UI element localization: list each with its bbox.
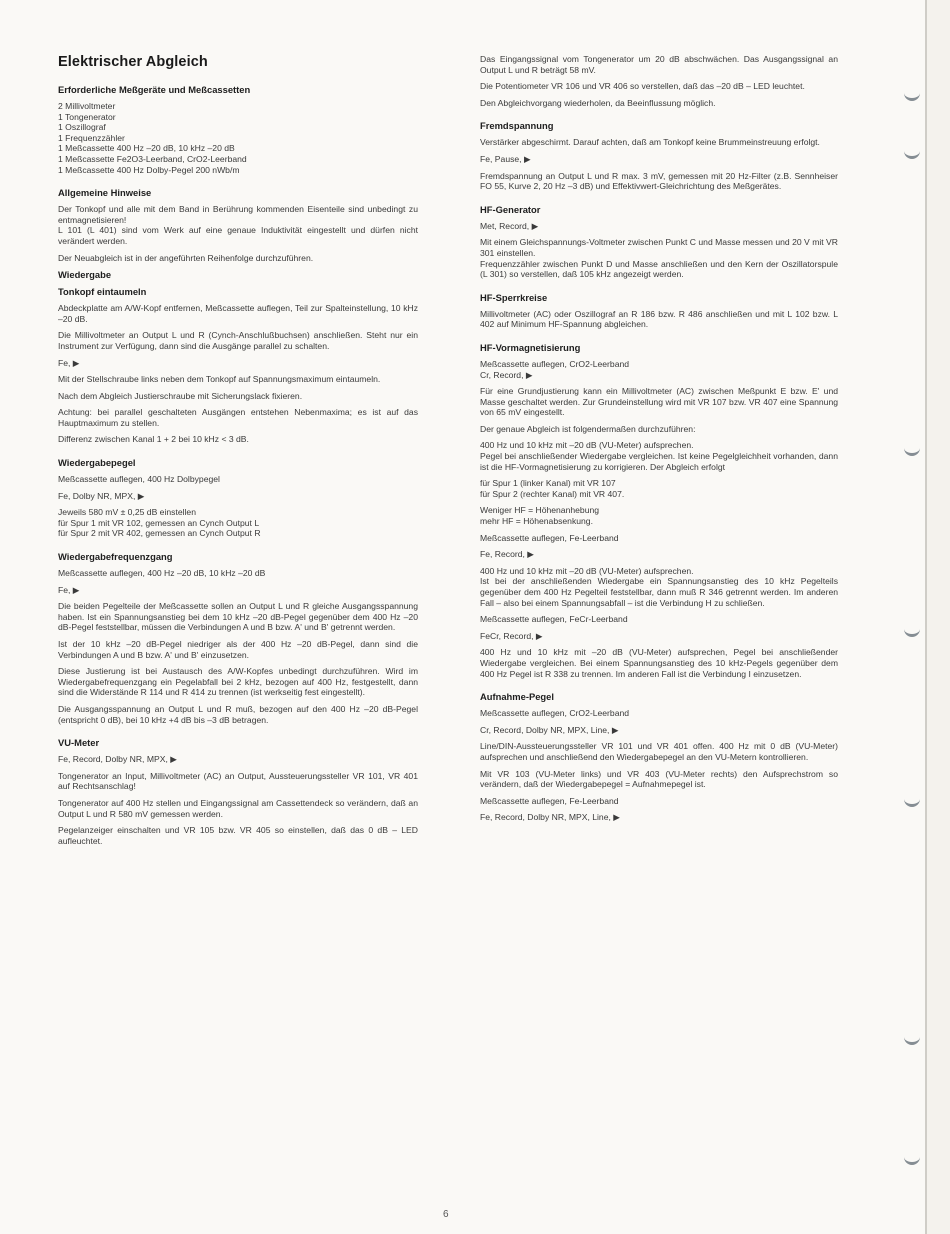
left-column (58, 54, 418, 852)
paragraph: Verstärker abgeschirmt. Darauf achten, daß am Tonkopf keine Brummeinstreuung erfolgt. (480, 137, 820, 148)
paragraph: Fe, ▶ (58, 584, 80, 595)
paragraph: Mit einem Gleichspannungs-Voltmeter zwischen Punkt C und Masse messen und 20 V mit VR 301 einstellen. Frequenzzähler zwischen Punkt D und Masse anschließen und den Kern der Oszillatorspule (L 301) so verstellen, daß 105 kHz angezeigt werden. (480, 237, 838, 280)
paragraph: für Spur 1 (linker Kanal) mit VR 107 für Spur 2 (rechter Kanal) mit VR 407. (480, 478, 625, 499)
paragraph: Fe, Record, Dolby NR, MPX, ▶ (58, 754, 177, 765)
section-heading: Wiedergabe (58, 269, 112, 281)
paragraph: Das Eingangssignal vom Tongenerator um 20 dB abschwächen. Das Ausgangssignal an Output L und R beträgt 58 mV. (480, 54, 838, 75)
right-column (480, 54, 838, 829)
paragraph: Meßcassette auflegen, CrO2-Leerband Cr, Record, ▶ (480, 358, 630, 380)
paragraph: Line/DIN-Aussteuerungssteller VR 101 und VR 401 offen. 400 Hz mit 0 dB (VU-Meter) aufsprechen und anschließend den Wiedergabepegel an den VU-Metern kontrollieren. (480, 741, 838, 762)
section-heading: Allgemeine Hinweise (58, 187, 152, 199)
paragraph: Pegelanzeiger einschalten und VR 105 bzw. VR 405 so einstellen, daß das 0 dB – LED aufleuchtet. (58, 825, 418, 846)
paragraph: Für eine Grundjustierung kann ein Millivoltmeter (AC) zwischen Meßpunkt E bzw. E' und Masse geschaltet werden. Zur Grundeinstellung wird mit VR 107 bzw. VR 407 eine Spannung von 65 mV eingestellt. (480, 386, 838, 418)
section-heading: Wiedergabepegel (58, 457, 136, 469)
paragraph: Den Abgleichvorgang wiederholen, da Beeinflussung möglich. (480, 97, 716, 108)
section-heading: HF-Vormagnetisierung (480, 341, 581, 353)
section-heading: Aufnahme-Pegel (480, 691, 554, 703)
paragraph: Fe, Record, Dolby NR, MPX, Line, ▶ (480, 812, 620, 823)
paragraph: Tongenerator an Input, Millivoltmeter (AC) an Output, Aussteuerungssteller VR 101, VR 401 auf Rechtsanschlag! (58, 770, 418, 792)
paragraph: 400 Hz und 10 kHz mit –20 dB (VU-Meter) aufsprechen. Pegel bei anschließender Wiedergabe vergleichen. Ist keine Pegelgleichheit vorhanden, dann ist die HF-Vormagnetisierung zu korrigieren. Der Abgleich erfolgt (480, 440, 838, 472)
paragraph: Fe, Record, ▶ (480, 549, 534, 560)
section-heading: Erforderliche Meßgeräte und Meßcassetten (58, 84, 251, 95)
paragraph: Meßcassette auflegen, 400 Hz –20 dB, 10 kHz –20 dB (58, 568, 266, 579)
section-heading: HF-Generator (480, 203, 541, 215)
paragraph: Abdeckplatte am A/W-Kopf entfernen, Meßcassette auflegen, Teil zur Spalteinstellung, 10 kHz –20 dB. (58, 303, 418, 324)
section-heading: HF-Sperrkreise (480, 291, 548, 303)
paragraph: Der genaue Abgleich ist folgendermaßen durchzuführen: (480, 423, 696, 434)
paragraph: Der Tonkopf und alle mit dem Band in Berührung kommenden Eisenteile sind unbedingt zu entmagnetisieren! L 101 (L 401) sind vom Werk auf eine genaue Induktivität eingestellt und dürfen nicht verändert werden. (58, 204, 418, 246)
paragraph: Cr, Record, Dolby NR, MPX, Line, ▶ (480, 724, 619, 735)
paragraph: Die Millivoltmeter an Output L und R (Cynch-Anschlußbuchsen) anschließen. Steht nur ein Instrument zur Verfügung, dann sind die Ausgänge parallel zu schalten. (58, 330, 418, 351)
section-heading: Fremdspannung (480, 120, 554, 132)
paragraph: Fe, Pause, ▶ (480, 153, 531, 164)
section-heading: Wiedergabefrequenzgang (58, 551, 173, 563)
paragraph: Die Potentiometer VR 106 und VR 406 so verstellen, daß das –20 dB – LED leuchtet. (480, 81, 805, 92)
paragraph: Der Neuabgleich ist in der angeführten Reihenfolge durchzuführen. (58, 252, 314, 263)
paragraph: Fe, Dolby NR, MPX, ▶ (58, 490, 145, 501)
paragraph: Nach dem Abgleich Justierschraube mit Sicherungslack fixieren. (58, 390, 303, 401)
paragraph: Tongenerator auf 400 Hz stellen und Eingangssignal am Cassettendeck so verändern, daß an Output L und R 580 mV gemessen werden. (58, 797, 418, 819)
paragraph: Die Ausgangsspannung an Output L und R muß, bezogen auf den 400 Hz –20 dB-Pegel (entspricht 0 dB), bei 10 kHz +4 dB bis –3 dB betragen. (58, 703, 418, 725)
paragraph: Fremdspannung an Output L und R max. 3 mV, gemessen mit 20 Hz-Filter (z.B. Sennheiser FO 55, Kurve 2, 20 Hz –3 dB) und Effektivwert-Gleichrichtung des Meßgerätes. (480, 170, 838, 192)
paragraph: Meßcassette auflegen, CrO2-Leerband (480, 708, 630, 719)
paragraph: Met, Record, ▶ (480, 220, 539, 231)
page-title: Elektrischer Abgleich (58, 54, 208, 70)
paragraph: Achtung: bei parallel geschalteten Ausgängen entstehen Nebenmaxima; es ist auf das Hauptmaximum zu stellen. (58, 407, 418, 428)
paragraph: Millivoltmeter (AC) oder Oszillograf an R 186 bzw. R 486 anschließen und mit L 102 bzw. L 402 auf Minimum HF-Spannung abgleichen. (480, 308, 838, 330)
section-heading: Tonkopf eintaumeln (58, 286, 147, 298)
paragraph: Differenz zwischen Kanal 1 + 2 bei 10 kHz < 3 dB. (58, 434, 249, 445)
paragraph: Mit VR 103 (VU-Meter links) und VR 403 (VU-Meter rechts) den Aufsprechstrom so verändern, daß der Wiedergabepegel = Aufnahmepegel ist. (480, 768, 838, 790)
section-heading: VU-Meter (58, 737, 100, 749)
page-number: 6 (443, 1209, 449, 1220)
paragraph: Diese Justierung ist bei Austausch des A/W-Kopfes unbedingt durchzuführen. Wird im Wiedergabefrequenzgang ein Pegelabfall bei 2 kHz, bezogen auf 400 Hz, festgestellt, dann sind die Widerstände R 114 und R 414 zu trennen (ist werkseitig fest eingestellt). (58, 666, 418, 698)
paragraph: Meßcassette auflegen, Fe-Leerband (480, 532, 619, 543)
paragraph: Fe, ▶ (58, 357, 80, 368)
paragraph: Meßcassette auflegen, Fe-Leerband (480, 795, 619, 806)
paragraph: Weniger HF = Höhenanhebung mehr HF = Höhenabsenkung. (480, 505, 600, 527)
paragraph: 400 Hz und 10 kHz mit –20 dB (VU-Meter) aufsprechen, Pegel bei anschließender Wiedergabe vergleichen. Bei einem Spannungsanstieg des 10 kHz-Pegels gegenüber dem 400 Hz Pegel ist R 338 zu trennen. Im anderen Fall ist die Verbindung I einzusetzen. (480, 647, 838, 679)
paragraph: FeCr, Record, ▶ (480, 630, 543, 641)
paragraph: Ist der 10 kHz –20 dB-Pegel niedriger als der 400 Hz –20 dB-Pegel, dann sind die Verbindungen A und B bzw. A' und B' einzusetzen. (58, 639, 418, 660)
paragraph: Die beiden Pegelteile der Meßcassette sollen an Output L und R gleiche Ausgangsspannung haben. Ist ein Spannungsanstieg bei dem 10 kHz –20 dB-Pegel gegenüber dem 400 Hz –20 dB-Pegel feststellbar, müssen die Verbindungen A und B bzw. A' und B' getrennt werden. (58, 601, 418, 633)
paragraph: 400 Hz und 10 kHz mit –20 dB (VU-Meter) aufsprechen. Ist bei der anschließenden Wiedergabe ein Spannungsanstieg des 10 kHz Pegelteils gegenüber dem 400 Hz Pegelteil feststellbar, dann muß R 346 getrennt werden. Im anderen Fall – also bei einem Spannungsabfall – ist die Verbindung H zu schließen. (480, 565, 838, 608)
paragraph: 2 Millivoltmeter 1 Tongenerator 1 Oszillograf 1 Frequenzzähler 1 Meßcassette 400 Hz –20 dB, 10 kHz –20 dB 1 Meßcassette Fe2O3-Leerband, CrO2-Leerband 1 Meßcassette 400 Hz Dolby-Pegel 200 nWb/m (58, 101, 247, 175)
paragraph: Mit der Stellschraube links neben dem Tonkopf auf Spannungsmaximum eintaumeln. (58, 374, 381, 385)
paragraph: Meßcassette auflegen, FeCr-Leerband (480, 614, 628, 625)
paragraph: Jeweils 580 mV ± 0,25 dB einstellen für Spur 1 mit VR 102, gemessen an Cynch Output L für Spur 2 mit VR 402, gemessen an Cynch Output R (58, 507, 261, 539)
paragraph: Meßcassette auflegen, 400 Hz Dolbypegel (58, 474, 220, 485)
